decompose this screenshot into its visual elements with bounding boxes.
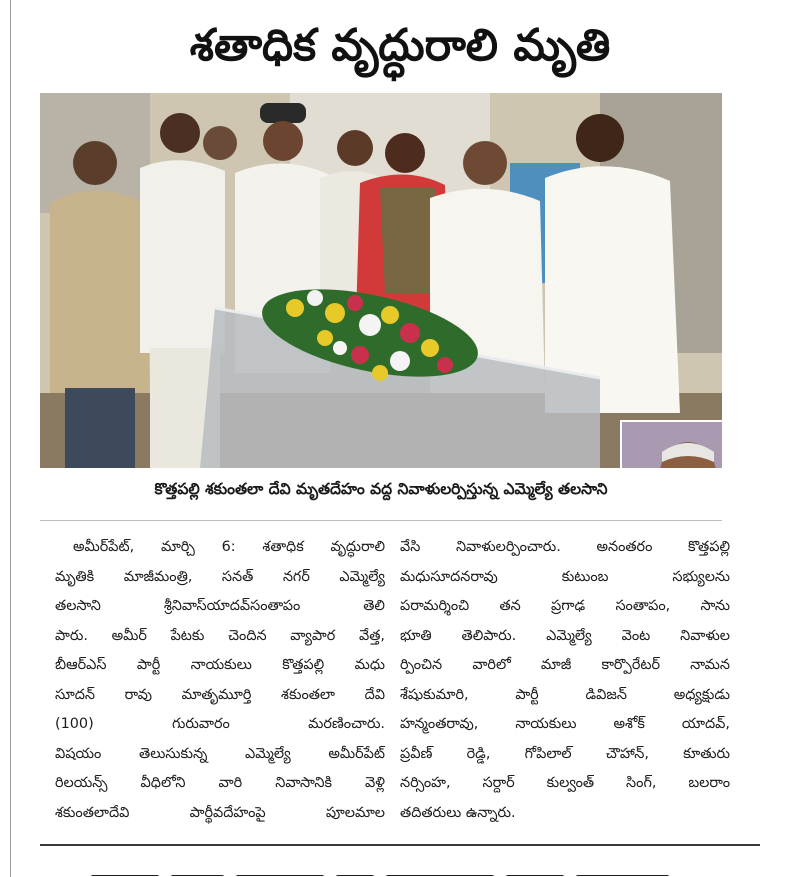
photo-caption: కొత్తపల్లి శకుంతలా దేవి మృతదేహం వద్ద నివాళులర్పిస్తున్న ఎమ్మెల్యే తలసాని [154,480,608,498]
article-body-right-column [400,533,730,828]
next-article-headline-cropped [90,862,700,876]
body-line: భూతి తెలిపారు. ఎమ్మెల్యే వెంట నివాళుల [400,627,730,644]
body-line: (100) గురువారం మరణించారు. [55,716,385,732]
article-bottom-rule [40,844,760,846]
column-divider-rule [10,0,11,877]
body-line: మృతికి మాజీమంత్రి, సనత్ నగర్ ఎమ్మెల్యే [55,568,385,585]
article-body-left-column [55,533,385,828]
body-line: శేషుకుమారి, పార్టీ డివిజన్ అధ్యక్షుడు [400,686,730,703]
main-news-photo [40,93,722,468]
body-line: ర్పించిన వారిలో మాజీ కార్పొరేటర్ నామన [400,657,730,673]
body-line: సూదన్ రావు మాతృమూర్తి శకుంతలా దేవి [55,686,385,703]
body-line: మధుసూదనరావు కుటుంబ సభ్యులను [400,568,730,585]
body-line: రిలయన్స్ వీధిలోని వారి నివాసానికి వెళ్లి [55,775,385,791]
article-headline: శతాధిక వృద్ధురాలి మృతి [189,20,611,71]
body-line: తదితరులు ఉన్నారు. [400,804,516,821]
body-line: తలసాని శ్రీనివాస్‌యాదవ్‌సంతాపం తెలి [55,598,385,614]
body-line: నర్సింహ, సర్దార్ కుల్వంత్ సింగ్, బలరాం [400,775,730,791]
body-line: శకుంతలాదేవి పార్థీవదేహంపై పూలమాల [55,804,385,821]
body-line: పారు. అమీర్ పేటకు చెందిన వ్యాపార వేత్త, [55,627,385,644]
body-line: వేసి నివాళులర్పించారు. అనంతరం కొత్తపల్లి [400,539,730,555]
inset-portrait-photo [620,420,722,468]
body-line: హన్మంతరావు, నాయకులు అశోక్ యాదవ్, [400,716,730,732]
body-line: బీఆర్‌ఎస్ పార్టీ నాయకులు కొత్తపల్లి మధు [55,657,385,673]
caption-divider [40,520,722,521]
body-line: పరామర్శించి తన ప్రగాఢ సంతాపం, సాను [400,598,730,614]
body-line: విషయం తెలుసుకున్న ఎమ్మెల్యే అమీర్‌పేట్ [55,745,385,762]
body-line: అమీర్‌పేట్, మార్చి 6: శతాధిక వృద్ధురాలి [73,539,385,555]
body-line: ప్రవీణ్ రెడ్డి, గోపిలాల్ చౌహాన్, కూతురు [400,745,730,762]
